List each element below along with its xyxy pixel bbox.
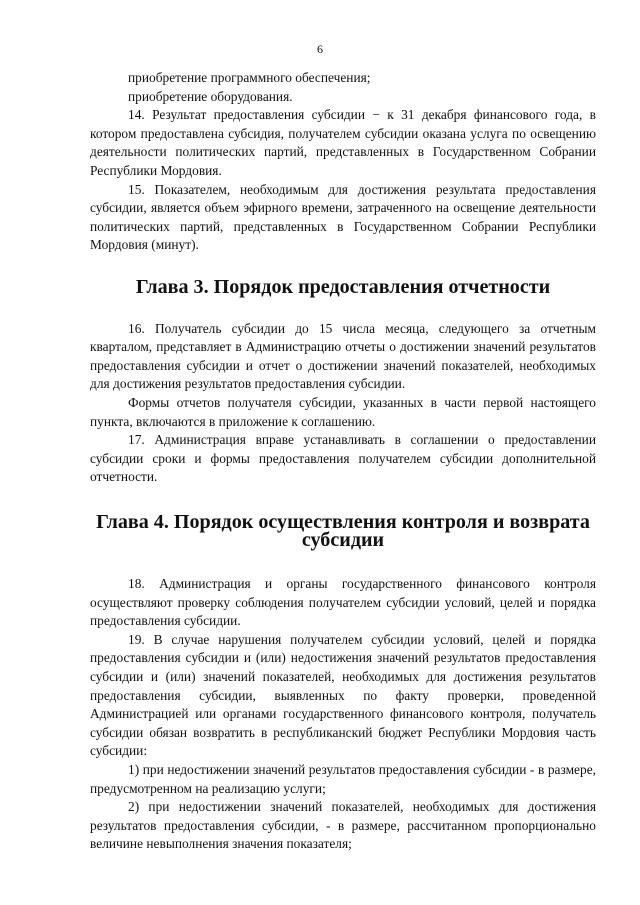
list-item-software: приобретение программного обеспечения; (128, 70, 371, 85)
paragraph-19: 19. В случае нарушения получателем субсидии условий, целей и порядка предоставления субсидии и (или) недостижения значений результатов предоставления субсидии и (или) значений показателей, необходимых для достижения результатов предоставления субсидии, выявленных по факту проверки, проведенной Администрацией или органами государственного финансового контроля, получатель субсидии обязан возвратить в республиканский бюджет Республики Мордовия часть субсидии: (90, 631, 596, 759)
spacer (90, 255, 596, 278)
spacer (90, 487, 596, 513)
paragraph-16: 16. Получатель субсидии до 15 числа месяца, следующего за отчетным кварталом, представляет в Администрацию отчеты о достижении значений результатов предоставления субсидии и отчет о достижении значений показателей, необходимых для достижения результатов предоставления субсидии. (90, 320, 596, 392)
paragraph-17: 17. Администрация вправе устанавливать в соглашении о предоставлении субсидии сроки и формы предоставления получателем субсидии дополнительной отчетности. (90, 432, 596, 485)
paragraph-14: 14. Результат предоставления субсидии − к 31 декабря финансового года, в котором предоставлена субсидия, получателем субсидии оказана услуга по освещению деятельности политических партий, представленных в Государственном Собрании Республики Мордовия. (90, 107, 596, 178)
page-number: 6 (317, 42, 323, 56)
paragraph-16-part-2: Формы отчетов получателя субсидии, указанных в части первой настоящего пункта, включаются в приложение к соглашению. (90, 394, 596, 429)
paragraph-18: 18. Администрация и органы государственного финансового контроля осуществляют проверку соблюдения получателем субсидии условий, целей и порядка предоставления субсидии. (90, 576, 596, 629)
paragraph-19-item-1: 1) при недостижении значений результатов предоставления субсидии - в размере, предусмотренном на реализацию услуги; (90, 762, 596, 796)
spacer (90, 550, 596, 575)
paragraph-15: 15. Показателем, необходимым для достижения результата предоставления субсидии, является объем эфирного времени, затраченного на освещение деятельности политических партий, представленных в Государственном Собрании Республики Мордовия (минут). (90, 181, 596, 253)
chapter-4-title: Глава 4. Порядок осуществления контроля и возврата субсидии (96, 510, 590, 552)
chapter-3-title: Глава 3. Порядок предоставления отчетности (135, 275, 551, 298)
spacer (90, 297, 596, 320)
list-item-equipment: приобретение оборудования. (128, 88, 293, 104)
document-body (90, 69, 596, 854)
paragraph-19-item-2: 2) при недостижении значений показателей, необходимых для достижения результатов предоставления субсидии, - в размере, рассчитанном пропорционально величине невыполнения значения показателя; (90, 799, 596, 852)
